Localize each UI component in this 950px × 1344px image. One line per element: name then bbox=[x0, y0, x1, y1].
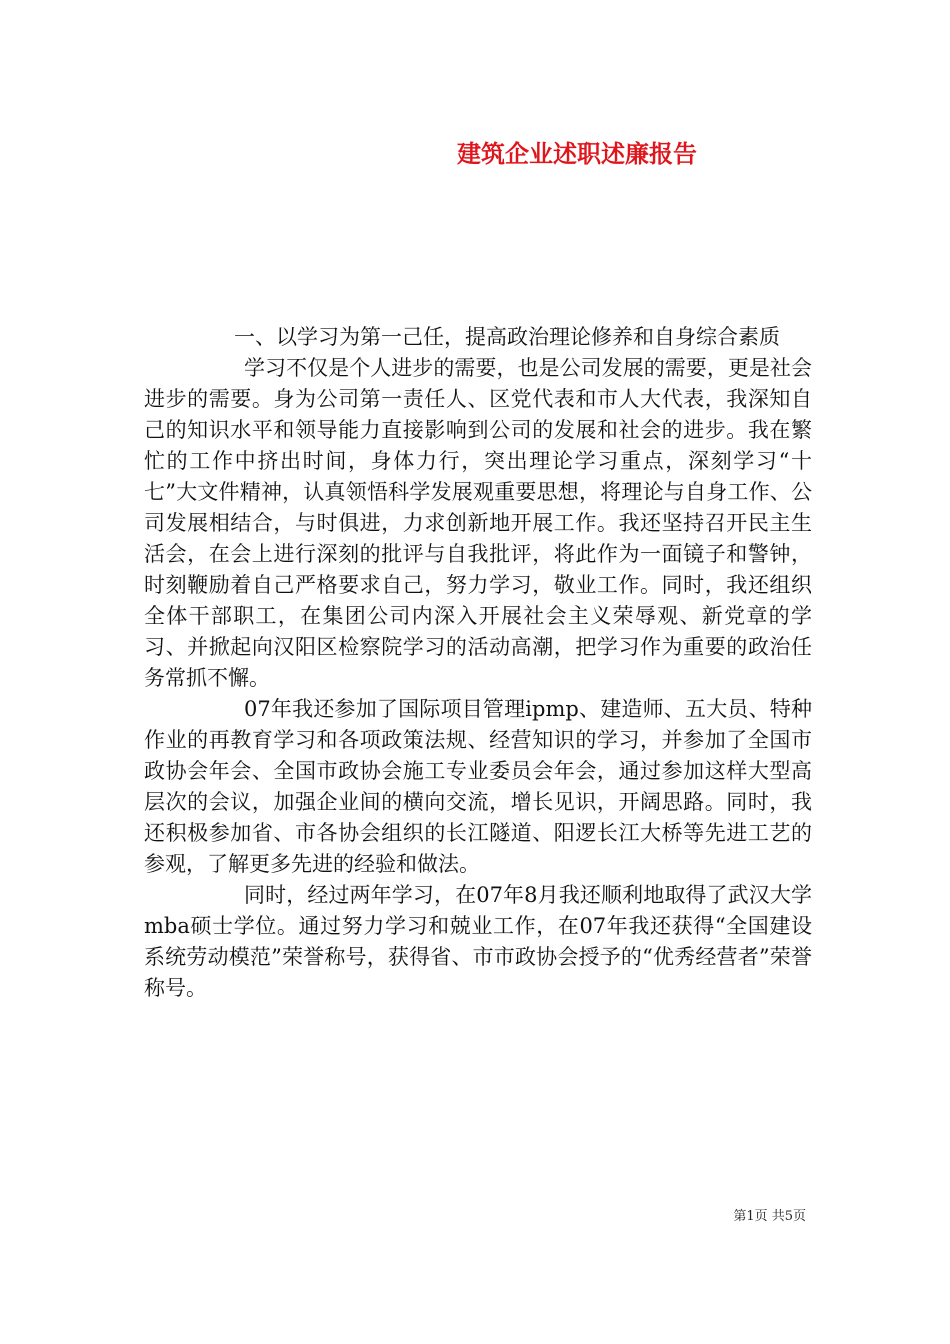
section-heading: 一、以学习为第一己任，提高政治理论修养和自身综合素质 bbox=[234, 325, 780, 349]
document-title bbox=[0, 134, 950, 169]
paragraph-1: 学习不仅是个人进步的需要，也是公司发展的需要，更是社会进步的需要。身为公司第一责任人、区党代表和市人大代表，我深知自己的知识水平和领导能力直接影响到公司的发展和社会的进步。我在繁忙的工作中挤出时间，身体力行，突出理论学习重点，深刻学习“十七”大文件精神，认真领悟科学发展观重要思想，将理论与自身工作、公司发展相结合，与时俱进，力求创新地开展工作。我还坚持召开民主生活会，在会上进行深刻的批评与自我批评，将此作为一面镜子和警钟，时刻鞭励着自己严格要求自己，努力学习，敬业工作。同时，我还组织全体干部职工，在集团公司内深入开展社会主义荣辱观、新党章的学习、并掀起向汉阳区检察院学习的活动高潮，把学习作为重要的政治任务常抓不懈。 bbox=[144, 356, 812, 690]
paragraph-3: 同时，经过两年学习，在07年8月我还顺利地取得了武汉大学mba硕士学位。通过努力学习和兢业工作，在07年我还获得“全国建设系统劳动模范”荣誉称号，获得省、市市政协会授予的“优秀经营者”荣誉称号。 bbox=[144, 883, 812, 1000]
document-body bbox=[144, 322, 812, 1004]
paragraph-2: 07年我还参加了国际项目管理ipmp、建造师、五大员、特种作业的再教育学习和各项政策法规、经营知识的学习，并参加了全国市政协会年会、全国市政协会施工专业委员会年会，通过参加这样大型高层次的会议，加强企业间的横向交流，增长见识，开阔思路。同时，我还积极参加省、市各协会组织的长江隧道、阳逻长江大桥等先进工艺的参观，了解更多先进的经验和做法。 bbox=[144, 697, 812, 876]
page-footer: 第1页 共5页 bbox=[733, 1209, 806, 1224]
document-title-text: 建筑企业述职述廉报告 bbox=[457, 139, 697, 168]
